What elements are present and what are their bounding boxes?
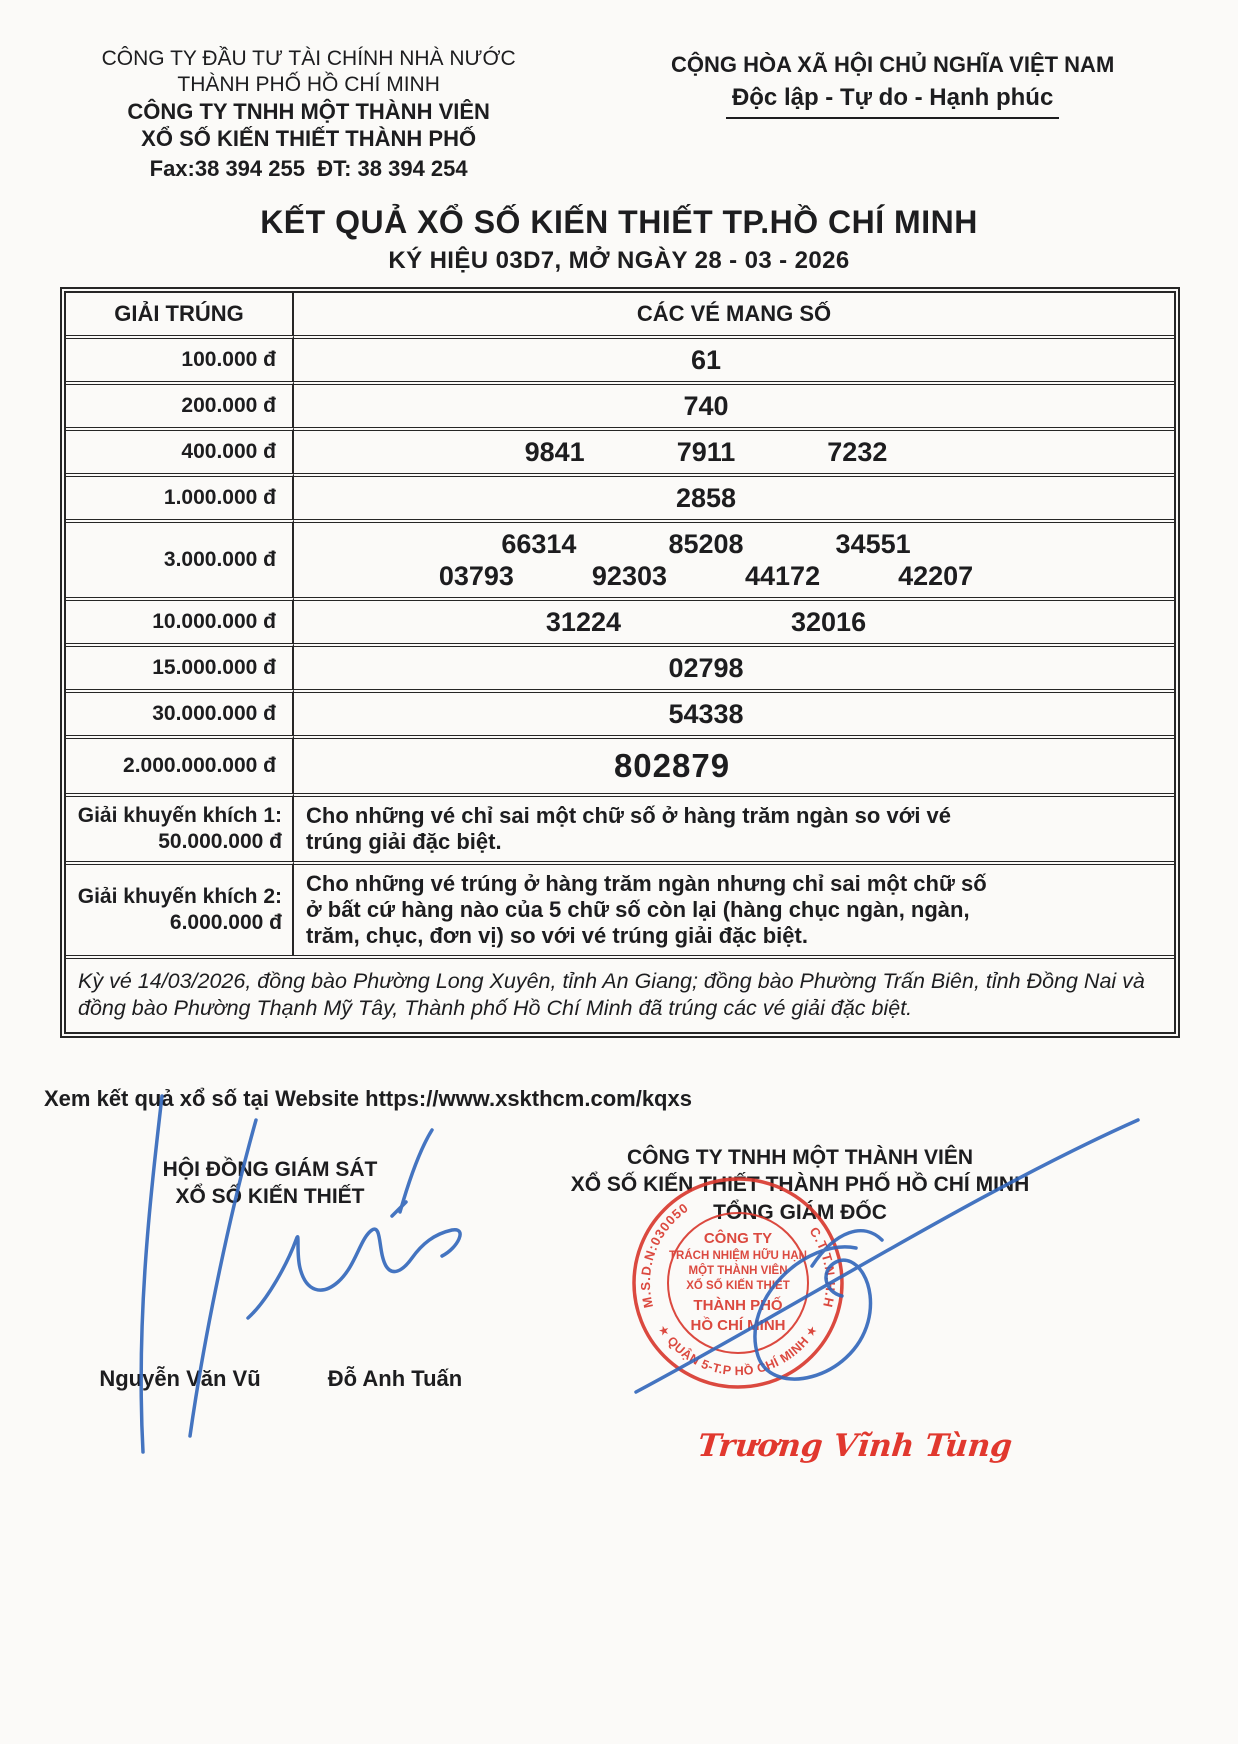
supervisory-board-heading [115, 1156, 425, 1211]
winning-number: 7911 [676, 436, 736, 467]
draw-footnote: Kỳ vé 14/03/2026, đồng bào Phường Long Xuyên, tỉnh An Giang; đồng bào Phường Trấn Biên, tỉnh Đồng Nai và đồng bào Phường Thạnh Mỹ Tây, Thành phố Hồ Chí Minh đã trúng các vé giải đặc biệt. [66, 955, 1174, 1032]
col-header-prize: GIẢI TRÚNG [66, 293, 294, 335]
prize-amount: 400.000 đ [66, 427, 294, 473]
stamp-center-line1: CÔNG TY [703, 1230, 773, 1247]
prize-row [66, 335, 1174, 381]
issuer-parent-line1: CÔNG TY ĐẦU TƯ TÀI CHÍNH NHÀ NƯỚC [101, 47, 516, 70]
fax-phone-line: Fax:38 394 255 ĐT: 38 394 254 [149, 155, 468, 181]
stamp-center-line2: TRÁCH NHIỆM HỮU HẠN [669, 1250, 807, 1262]
director-title: TỔNG GIÁM ĐỐC [713, 1200, 887, 1224]
winning-number: 03793 [438, 560, 514, 591]
winning-number: 802879 [613, 746, 731, 784]
prize-amount: 100.000 đ [66, 335, 294, 381]
prize-amount: 2.000.000.000 đ [66, 735, 294, 793]
motto-line: Độc lập - Tự do - Hạnh phúc [726, 82, 1059, 119]
stamp-center-line3: MỘT THÀNH VIÊN [688, 1265, 788, 1277]
winning-numbers-cell [294, 735, 1174, 793]
issuer-block [40, 46, 577, 182]
website-line: Xem kết quả xổ số tại Website https://www.xskthcm.com/kqxs [44, 1086, 692, 1111]
winning-number: 85208 [668, 528, 744, 559]
winning-number: 44172 [745, 560, 821, 591]
winning-number: 740 [683, 390, 729, 421]
republic-title: CỘNG HÒA XÃ HỘI CHỦ NGHĨA VIỆT NAM [671, 52, 1115, 77]
consolation-label-line1: Giải khuyến khích 2: [77, 885, 282, 909]
winning-number: 32016 [791, 606, 867, 637]
winning-number: 66314 [501, 528, 577, 559]
company-red-stamp [608, 1153, 868, 1413]
consolation-label-line2: 50.000.000 đ [158, 829, 282, 853]
issuer-parent-line2: THÀNH PHỐ HỒ CHÍ MINH [177, 73, 440, 97]
winning-numbers-line [266, 698, 1146, 730]
stamp-center-line6: HỒ CHÍ MINH [690, 1317, 786, 1334]
footnote-row [66, 955, 1174, 1032]
winning-numbers-line [266, 560, 1146, 592]
consolation-row [66, 793, 1174, 861]
prize-amount: 200.000 đ [66, 381, 294, 427]
winning-number: 54338 [668, 698, 744, 729]
stamp-arc-left-text: M.S.D.N:030050 [637, 1199, 692, 1310]
svg-text:C.T.T.N.H.H [806, 1224, 838, 1309]
prize-row [66, 643, 1174, 689]
issuer-company-line1: CÔNG TY TNHH MỘT THÀNH VIÊN [127, 99, 490, 125]
supervisor-name-1: Nguyễn Văn Vũ [99, 1366, 261, 1391]
consolation-label-line2: 6.000.000 đ [169, 910, 282, 934]
winning-numbers-line [266, 390, 1146, 422]
company-heading-line2: XỔ SỐ KIẾN THIẾT THÀNH PHỐ HỒ CHÍ MINH [570, 1173, 1030, 1197]
results-tbody [66, 335, 1174, 1032]
winning-number: 02798 [668, 652, 744, 683]
winning-numbers-line [266, 482, 1146, 514]
issuer-company-line2: XỔ SỐ KIẾN THIẾT THÀNH PHỐ [141, 126, 477, 152]
results-table [66, 293, 1174, 1032]
prize-row [66, 427, 1174, 473]
consolation-label-line1: Giải khuyến khích 1: [77, 804, 282, 828]
draw-info-subtitle: KÝ HIỆU 03D7, MỞ NGÀY 28 - 03 - 2026 [388, 246, 850, 274]
winning-number: 61 [690, 344, 722, 375]
winning-numbers-cell [294, 381, 1174, 427]
prize-row [66, 473, 1174, 519]
winning-numbers-line [266, 528, 1146, 560]
supervisor-name-2: Đỗ Anh Tuấn [327, 1366, 463, 1391]
prize-amount: 10.000.000 đ [66, 597, 294, 643]
winning-number: 31224 [545, 606, 621, 637]
prize-row [66, 519, 1174, 597]
supervisory-board-line1: HỘI ĐỒNG GIÁM SÁT [162, 1158, 378, 1181]
winning-numbers-line [266, 652, 1146, 684]
winning-numbers-cell [294, 427, 1174, 473]
winning-numbers-cell [294, 597, 1174, 643]
prize-amount: 30.000.000 đ [66, 689, 294, 735]
winning-numbers-line [266, 606, 1146, 638]
winning-numbers-line [232, 744, 1112, 788]
winning-numbers-cell [294, 473, 1174, 519]
national-motto-block [577, 46, 1208, 182]
col-header-numbers: CÁC VÉ MANG SỐ [636, 300, 832, 326]
supervisory-board-line2: XỔ SỐ KIẾN THIẾT [175, 1185, 365, 1209]
winning-numbers-cell [294, 689, 1174, 735]
consolation-prize-label [66, 861, 294, 955]
page-title: KẾT QUẢ XỔ SỐ KIẾN THIẾT TP.HỒ CHÍ MINH [260, 203, 978, 240]
prize-row [66, 381, 1174, 427]
results-table-frame [64, 291, 1176, 1034]
winning-number: 7232 [827, 436, 888, 467]
consolation-row [66, 861, 1174, 955]
winning-numbers-line [266, 344, 1146, 376]
winning-number: 92303 [591, 560, 667, 591]
stamp-center-line5: THÀNH PHỐ [693, 1297, 783, 1314]
winning-number: 42207 [898, 560, 974, 591]
prize-row [66, 597, 1174, 643]
stamp-arc-right-text: C.T.T.N.H.H [806, 1224, 839, 1310]
winning-number: 2858 [675, 482, 737, 513]
winning-numbers-line [266, 436, 1146, 468]
prize-amount: 15.000.000 đ [66, 643, 294, 689]
prize-row [66, 689, 1174, 735]
table-header-row [66, 293, 1174, 335]
prize-amount: 3.000.000 đ [66, 519, 294, 597]
stamp-center-line4: XỔ SỐ KIẾN THIẾT [686, 1280, 790, 1292]
consolation-description: Cho những vé trúng ở hàng trăm ngàn nhưng chỉ sai một chữ số ở bất cứ hàng nào của 5 chữ số còn lại (hàng chục ngàn, ngàn, trăm, chục, đơn vị) so với vé trúng giải đặc biệt. [294, 861, 1174, 955]
winning-numbers-cell [294, 643, 1174, 689]
prize-amount: 1.000.000 đ [66, 473, 294, 519]
document-header [0, 0, 1238, 182]
stamp-arc-bottom-text: ★ QUẬN 5-T.P HỒ CHÍ MINH ★ [655, 1322, 821, 1379]
prize-row [66, 735, 1174, 793]
company-heading-line1: CÔNG TY TNHH MỘT THÀNH VIÊN [626, 1146, 974, 1169]
director-signature-name: Trương Vĩnh Tùng [696, 1428, 1014, 1464]
consolation-prize-label [66, 793, 294, 861]
winning-number: 9841 [524, 436, 585, 467]
winning-numbers-cell [294, 519, 1174, 597]
winning-numbers-cell [294, 335, 1174, 381]
winning-number: 34551 [835, 528, 911, 559]
consolation-description: Cho những vé chỉ sai một chữ số ở hàng trăm ngàn so với vé trúng giải đặc biệt. [294, 793, 1174, 861]
